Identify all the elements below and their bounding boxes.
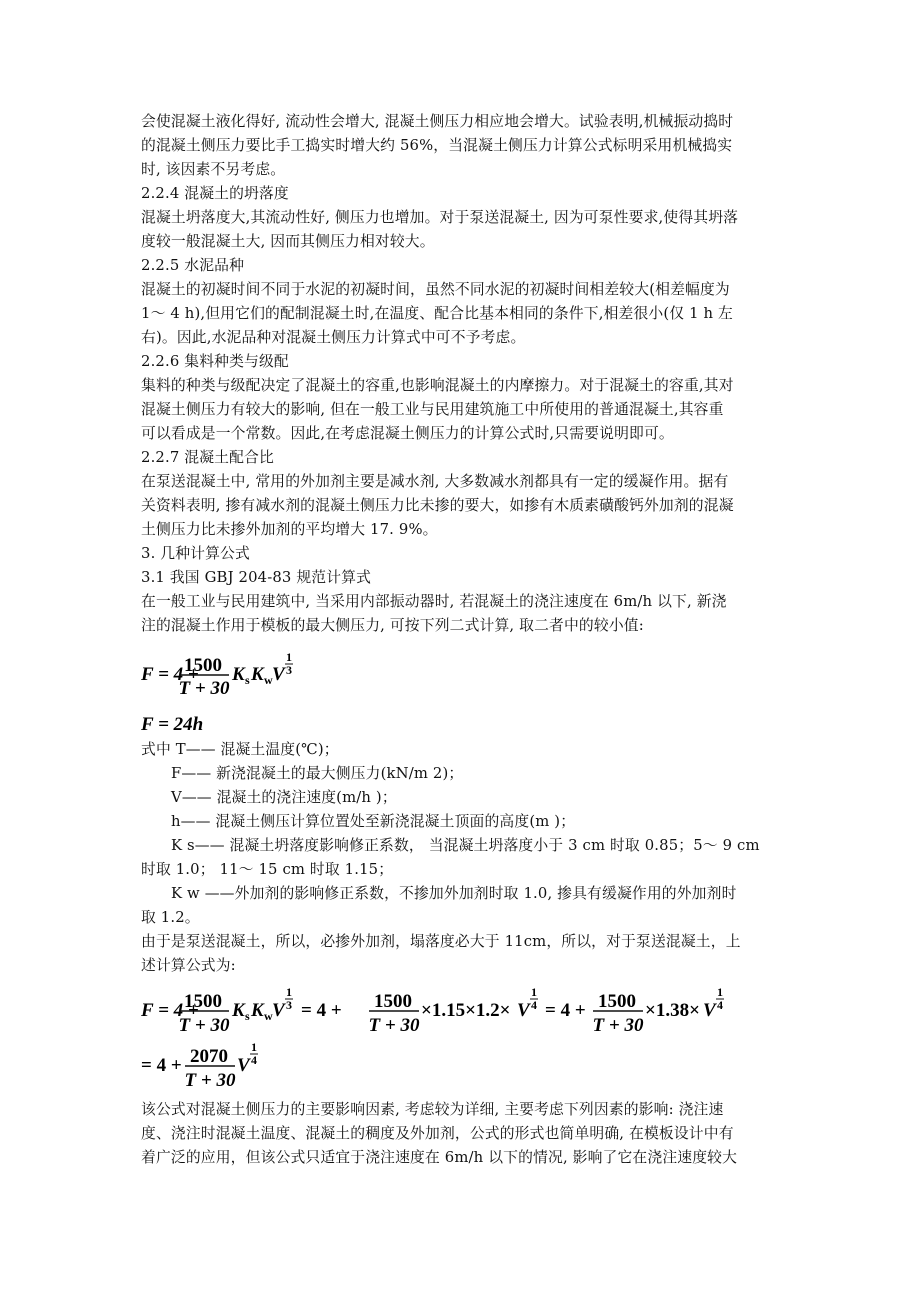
formula-text: F = 24h: [141, 714, 204, 735]
formula-4: [141, 1040, 261, 1092]
text-line: 的混凝土侧压力要比手工捣实时增大约 56%，当混凝土侧压力计算公式标明采用机械捣实: [141, 137, 733, 154]
text-line: 着广泛的应用，但该公式只适宜于浇注速度在 6m/h 以下的情况, 影响了它在浇注速度较大: [141, 1149, 738, 1166]
text-line: K w ——外加剂的影响修正系数，不掺加外加剂时取 1.0, 掺具有缓凝作用的外加剂时: [171, 885, 737, 902]
formula-denominator: T + 30: [178, 678, 230, 699]
formula-v: V: [272, 664, 285, 685]
exponent-denominator: 4: [717, 998, 723, 1012]
text-line: 取 1.2。: [141, 909, 200, 926]
text-line: 时取 1.0； 11～ 15 cm 时取 1.15；: [141, 861, 394, 878]
text-line: h—— 混凝土侧压计算位置处至新浇混凝土顶面的高度(m )；: [171, 813, 576, 830]
formula-numerator: 2070: [190, 1046, 228, 1067]
formula-v: V: [517, 1000, 530, 1021]
text-line: 度、浇注时混凝土温度、混凝土的稠度及外加剂，公式的形式也简单明确, 在模板设计中有: [141, 1125, 734, 1142]
text-line: 会使混凝土液化得好, 流动性会增大, 混凝土侧压力相应地会增大。试验表明,机械振动捣时: [141, 113, 734, 130]
formula-2: [141, 710, 261, 738]
formula-v: V: [237, 1055, 250, 1076]
formula-k-sub-w: w: [264, 1009, 273, 1023]
text-line: 度较一般混凝土大, 因而其侧压力相对较大。: [141, 233, 435, 250]
section-heading-3-1: 3.1 我国 GBJ 204-83 规范计算式: [141, 569, 372, 586]
formula-denominator: T + 30: [184, 1070, 236, 1091]
text-line: 述计算公式为:: [141, 957, 236, 974]
exponent-denominator: 4: [531, 998, 537, 1012]
formula-equals: = 4 +: [545, 1000, 586, 1021]
section-heading-2-2-5: 2.2.5 水泥品种: [141, 257, 245, 274]
exponent-numerator: 1: [286, 985, 292, 999]
exponent-denominator: 3: [286, 998, 292, 1012]
text-line: V—— 混凝土的浇注速度(m/h )；: [171, 789, 397, 806]
text-line: 土侧压力比未掺外加剂的平均增大 17. 9%。: [141, 521, 438, 538]
text-line: 混凝土坍落度大,其流动性好, 侧压力也增加。对于泵送混凝土, 因为可泵性要求,使得其坍落: [141, 209, 739, 226]
text-line: 在一般工业与民用建筑中, 当采用内部振动器时, 若混凝土的浇注速度在 6m/h 以下, 新浇: [141, 593, 727, 610]
text-line: 混凝土的初凝时间不同于水泥的初凝时间，虽然不同水泥的初凝时间相差较大(相差幅度为: [141, 281, 730, 298]
formula-numerator: 1500: [184, 655, 222, 676]
formula-multiplier: ×1.38×: [645, 1000, 700, 1021]
formula-denominator: T + 30: [592, 1015, 644, 1036]
text-line: K s—— 混凝土坍落度影响修正系数， 当混凝土坍落度小于 3 cm 时取 0.85；5～ 9 cm: [171, 837, 760, 854]
formula-equals: = 4 +: [141, 1055, 182, 1076]
text-line: 时, 该因素不另考虑。: [141, 161, 286, 178]
formula-multiplier: ×1.15×1.2×: [421, 1000, 511, 1021]
text-line: 右)。因此,水泥品种对混凝土侧压力计算式中可不予考虑。: [141, 329, 526, 346]
formula-denominator: T + 30: [368, 1015, 420, 1036]
formula-k: K: [251, 664, 264, 685]
text-line: 1～ 4 h),但用它们的配制混凝土时,在温度、配合比基本相同的条件下,相差很小(仅 1 h 左: [141, 305, 733, 322]
formula-numerator: 1500: [598, 991, 636, 1012]
formula-v: V: [703, 1000, 716, 1021]
text-line: 集料的种类与级配决定了混凝土的容重,也影响混凝土的内摩擦力。对于混凝土的容重,其对: [141, 377, 734, 394]
text-line: 由于是泵送混凝土，所以，必掺外加剂，塌落度必大于 11cm，所以，对于泵送混凝土，上: [141, 933, 741, 950]
formula-lhs: F = 4 +: [141, 1000, 199, 1021]
formula-numerator: 1500: [374, 991, 412, 1012]
formula-k: K: [251, 1000, 264, 1021]
exponent-denominator: 3: [286, 663, 292, 677]
text-line: 混凝土侧压力有较大的影响, 但在一般工业与民用建筑施工中所使用的普通混凝土,其容重: [141, 401, 724, 418]
exponent-numerator: 1: [531, 985, 537, 999]
formula-numerator: 1500: [184, 991, 222, 1012]
text-line: F—— 新浇混凝土的最大侧压力(kN/m 2)；: [171, 765, 464, 782]
formula-k-sub-w: w: [264, 673, 273, 687]
text-line: 可以看成是一个常数。因此,在考虑混凝土侧压力的计算公式时,只需要说明即可。: [141, 425, 674, 442]
section-heading-2-2-7: 2.2.7 混凝土配合比: [141, 449, 274, 466]
text-line: 式中 T—— 混凝土温度(℃)；: [141, 741, 339, 758]
formula-k: K: [232, 1000, 245, 1021]
formula-v: V: [272, 1000, 285, 1021]
text-line: 在泵送混凝土中, 常用的外加剂主要是减水剂, 大多数减水剂都具有一定的缓凝作用。据有: [141, 473, 729, 490]
exponent-numerator: 1: [286, 650, 292, 664]
section-heading-2-2-6: 2.2.6 集料种类与级配: [141, 353, 289, 370]
formula-3: [141, 985, 741, 1037]
text-line: 关资料表明, 掺有减水剂的混凝土侧压力比未掺的要大，如掺有木质素磺酸钙外加剂的混凝: [141, 497, 734, 514]
text-line: 该公式对混凝土侧压力的主要影响因素, 考虑较为详细, 主要考虑下列因素的影响: 浇注速: [141, 1101, 724, 1118]
formula-1: [141, 650, 301, 700]
exponent-numerator: 1: [717, 985, 723, 999]
exponent-numerator: 1: [251, 1040, 257, 1054]
section-heading-3: 3. 几种计算公式: [141, 545, 250, 562]
formula-lhs: F = 4 +: [141, 664, 199, 685]
formula-equals: = 4 +: [301, 1000, 342, 1021]
formula-k-sub-s: s: [245, 1009, 250, 1023]
formula-denominator: T + 30: [178, 1015, 230, 1036]
formula-k-sub-s: s: [245, 673, 250, 687]
text-line: 注的混凝土作用于模板的最大侧压力, 可按下列二式计算, 取二者中的较小值:: [141, 617, 644, 634]
exponent-denominator: 4: [251, 1053, 257, 1067]
section-heading-2-2-4: 2.2.4 混凝土的坍落度: [141, 185, 289, 202]
formula-k: K: [232, 664, 245, 685]
